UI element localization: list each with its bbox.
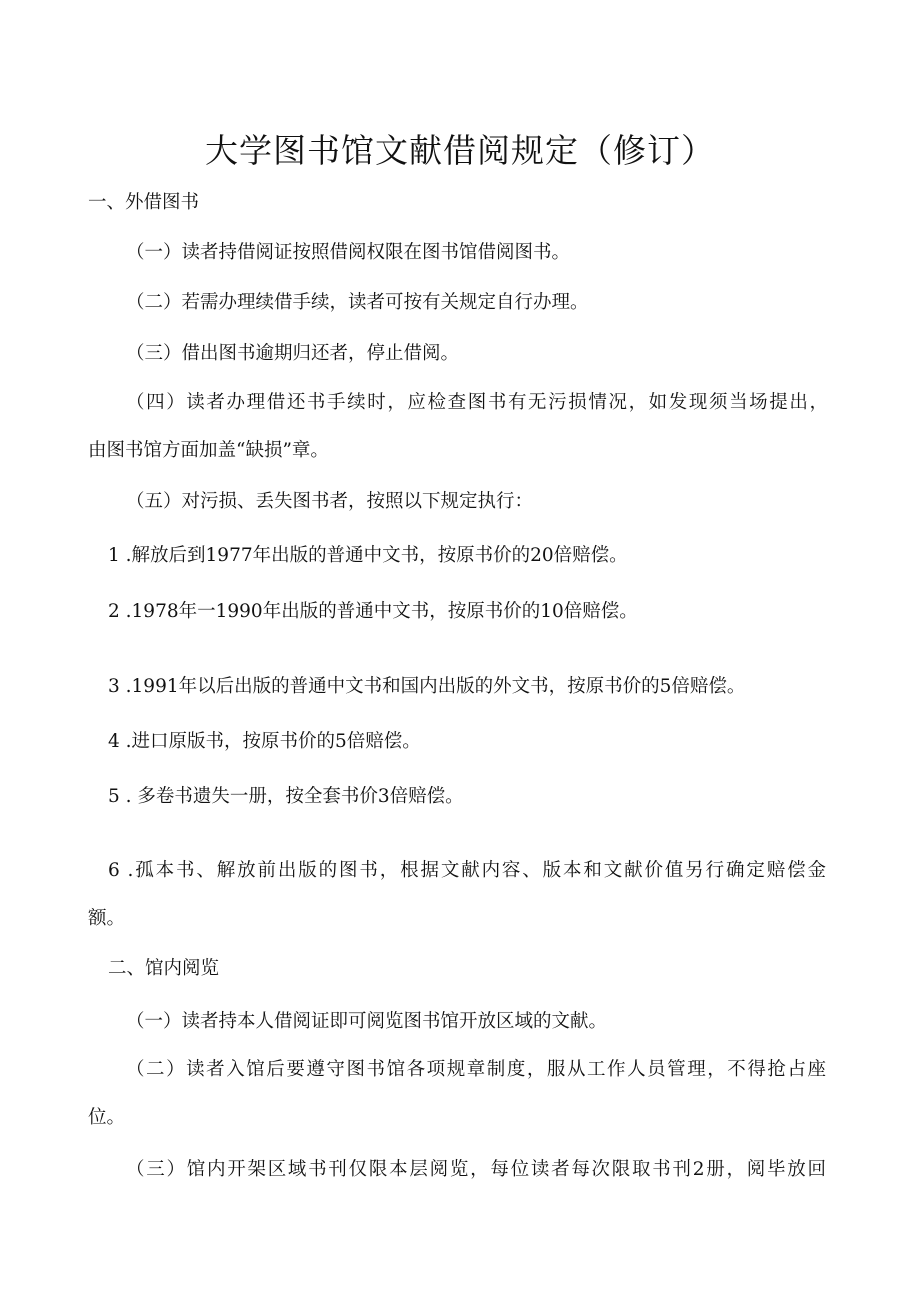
list-item-4: 4 .进口原版书，按原书价的5倍赔偿。 [108, 731, 421, 752]
paragraph-lending-5: （五）对污损、丢失图书者，按照以下规定执行： [126, 491, 534, 512]
list-item-6-line2: 额。 [88, 908, 126, 929]
paragraph-lending-2: （二）若需办理续借手续，读者可按有关规定自行办理。 [126, 292, 589, 313]
list-item-5: 5 . 多卷书遗失一册，按全套书价3倍赔偿。 [108, 786, 464, 807]
paragraph-lending-3: （三）借出图书逾期归还者，停止借阅。 [126, 343, 460, 364]
paragraph-lending-1: （一）读者持借阅证按照借阅权限在图书馆借阅图书。 [126, 242, 571, 263]
list-item-3: 3 .1991年以后出版的普通中文书和国内出版的外文书，按原书价的5倍赔偿。 [108, 676, 746, 697]
list-item-2: 2 .1978年一1990年出版的普通中文书，按原书价的10倍赔偿。 [108, 601, 638, 622]
paragraph-reading-1: （一）读者持本人借阅证即可阅览图书馆开放区域的文献。 [126, 1011, 608, 1032]
paragraph-reading-2-line1: （二）读者入馆后要遵守图书馆各项规章制度，服从工作人员管理，不得抢占座 [126, 1059, 826, 1080]
paragraph-reading-2-line2: 位。 [88, 1107, 126, 1128]
section-heading-lending: 一、外借图书 [88, 192, 200, 213]
list-item-1: 1 .解放后到1977年出版的普通中文书，按原书价的20倍赔偿。 [108, 545, 628, 566]
document-title: 大学图书馆文献借阅规定（修订） [205, 131, 715, 170]
list-item-6-line1: 6 .孤本书、解放前出版的图书，根据文献内容、版本和文献价值另行确定赔偿金 [108, 860, 826, 881]
paragraph-lending-4-line2: 由图书馆方面加盖“缺损”章。 [88, 440, 329, 461]
section-heading-reading: 二、馆内阅览 [108, 958, 220, 979]
paragraph-reading-3-line1: （三）馆内开架区域书刊仅限本层阅览，每位读者每次限取书刊2册，阅毕放回 [126, 1159, 826, 1180]
paragraph-lending-4-line1: （四）读者办理借还书手续时，应检查图书有无污损情况，如发现须当场提出， [126, 392, 828, 413]
